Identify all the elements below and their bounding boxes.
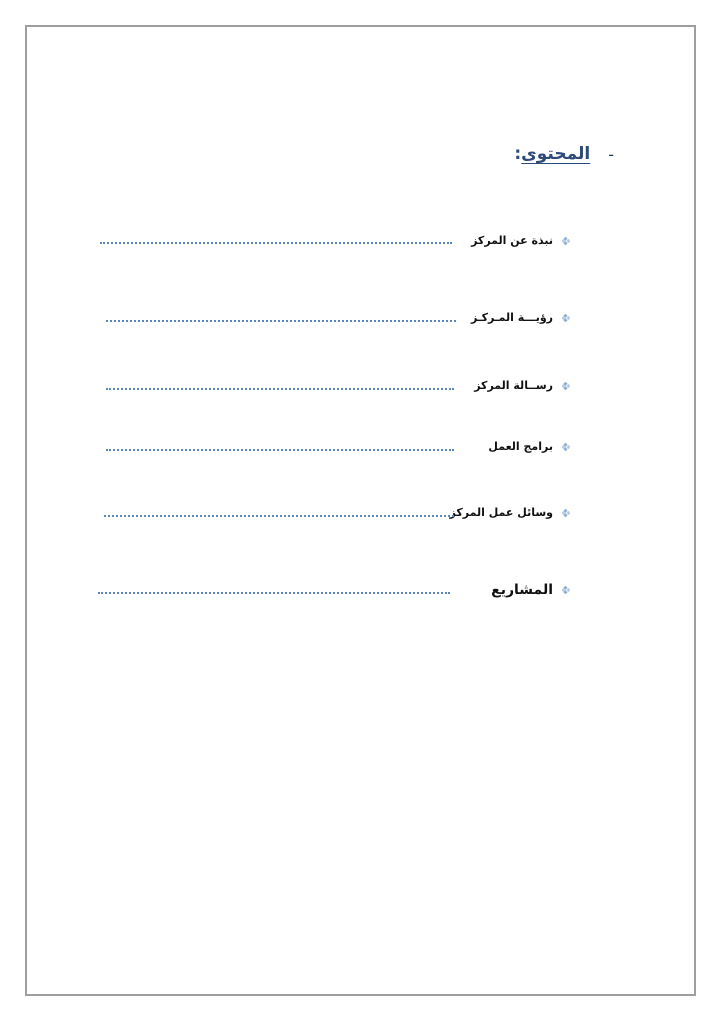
heading-dash: - [608, 144, 614, 164]
toc-leader-dots [106, 388, 454, 390]
toc-leader-dots [98, 592, 450, 594]
toc-leader-dots [106, 320, 456, 322]
toc-leader-dots [106, 449, 454, 451]
toc-leader-dots [100, 242, 452, 244]
diamond-bullet-icon [562, 237, 570, 245]
toc-item-mission [474, 379, 570, 392]
diamond-bullet-icon [562, 586, 570, 594]
toc-item-label: رســالة المركز [474, 379, 553, 392]
toc-item-label: وسائل عمل المركز [449, 506, 553, 519]
toc-item-label: المشاريع [491, 582, 553, 598]
toc-item-about [471, 234, 570, 247]
toc-item-label: رؤيـــة المـركـز [471, 311, 553, 324]
toc-item-projects [491, 582, 570, 598]
toc-item-label: نبذة عن المركز [471, 234, 553, 247]
diamond-bullet-icon [562, 509, 570, 517]
toc-heading [514, 144, 614, 164]
heading-colon: : [514, 144, 522, 164]
toc-leader-dots [104, 515, 454, 517]
toc-item-label: برامج العمل [488, 440, 553, 453]
diamond-bullet-icon [562, 314, 570, 322]
page-border [25, 25, 696, 996]
toc-item-programs [488, 440, 570, 453]
heading-title [514, 144, 590, 164]
heading-title-text: المحتوى [521, 144, 591, 164]
toc-item-means [450, 506, 570, 519]
diamond-bullet-icon [562, 443, 570, 451]
diamond-bullet-icon [562, 382, 570, 390]
toc-item-vision [471, 311, 570, 324]
